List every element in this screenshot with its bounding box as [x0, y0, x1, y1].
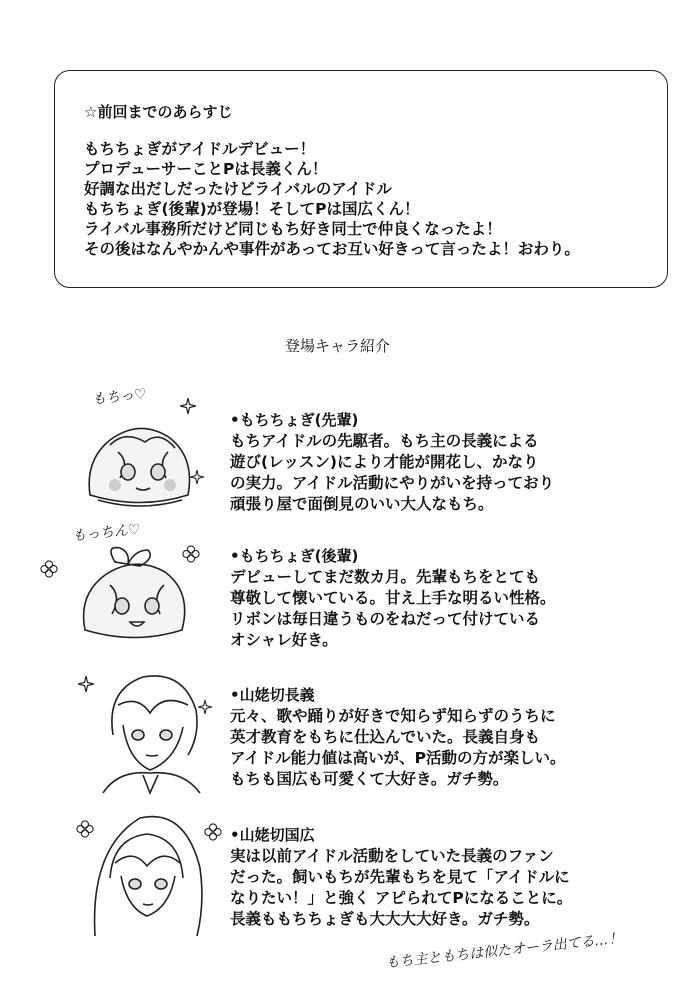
recap-line: プロデューサーことPは長義くん！: [84, 160, 328, 178]
char-desc: [230, 567, 556, 651]
char-desc-line: 長義ももちちょぎも大大大大好き。ガチ勢。: [230, 910, 540, 928]
char-desc-line: リボンは毎日違うものをねだって付けている: [230, 610, 541, 628]
char-note-senior: もちっ♡: [91, 386, 148, 408]
char-desc: [230, 431, 554, 515]
char-name: •山姥切長義: [230, 686, 315, 704]
recap-line: その後はなんやかんや事件があってお互い好きって言ったよ！おわり。: [84, 240, 580, 258]
section-title: 登場キャラ紹介: [285, 337, 391, 355]
char-desc: [230, 706, 565, 790]
char-name: •もちちょぎ(後輩): [230, 547, 359, 565]
char-desc-line: デビューしてまだ数カ月。先輩もちをとても: [230, 568, 541, 586]
sparkle-icon: [198, 700, 212, 714]
recap-line: 好調な出だしだったけどライバルのアイドル: [84, 180, 392, 198]
char-desc-line: もちも国広も可愛くて大好き。ガチ勢。: [230, 770, 509, 788]
flower-icon: [204, 823, 222, 841]
char-desc-line: もちアイドルの先駆者。もち主の長義による: [230, 432, 539, 450]
char-desc-line: 尊敬して懐いている。甘え上手な明るい性格。: [230, 589, 556, 607]
char-senior: [230, 410, 554, 515]
recap-text: [84, 139, 580, 259]
kunihiro-illustration: [85, 808, 210, 938]
char-desc: [230, 846, 572, 930]
flower-icon: [40, 560, 58, 578]
recap-heading: ☆前回までのあらすじ: [84, 103, 233, 121]
char-desc-line: 頑張り屋で面倒見のいい大人なもち。: [230, 495, 494, 513]
char-note-junior: もっちん♡: [71, 521, 142, 545]
char-desc-line: だった。飼いもちが先輩もちを見て「アイドルに: [230, 868, 570, 886]
char-desc-line: 遊び(レッスン)により才能が開花し、かなり: [230, 453, 539, 471]
char-chougi: [230, 685, 565, 790]
char-junior: [230, 546, 556, 651]
recap-line: ライバル事務所だけど同じもち好き同士で仲良くなったよ！: [84, 220, 502, 238]
flower-icon: [182, 545, 200, 563]
sparkle-icon: [180, 398, 196, 414]
footer-note: もち主ともちは似たオーラ出てる…！: [384, 930, 624, 972]
mochi-senior-illustration: [70, 400, 210, 515]
char-desc-line: オシャレ好き。: [230, 631, 338, 649]
char-desc-line: なりたい！」と強く アピられてPになることに。: [230, 889, 573, 907]
char-desc-line: の実力。アイドル活動にやりがいを持っており: [230, 474, 555, 492]
char-name: •山姥切国広: [230, 826, 315, 844]
chougi-illustration: [88, 665, 213, 795]
char-desc-line: 英才教育をもちに仕込んでいた。長義自身も: [230, 728, 541, 746]
char-desc-line: 元々、歌や踊りが好きで知らず知らずのうちに: [230, 707, 556, 725]
flower-icon: [76, 820, 94, 838]
sparkle-icon: [78, 676, 94, 692]
char-desc-line: アイドル能力値は高いが、P活動の方が楽しい。: [230, 749, 566, 767]
char-desc-line: 実は以前アイドル活動をしていた長義のファン: [230, 847, 554, 865]
char-name: •もちちょぎ(先輩): [230, 411, 359, 429]
char-kunihiro: [230, 825, 572, 930]
recap-line: もちちょぎ(後輩)が登場！そしてPは国広くん！: [84, 200, 420, 218]
recap-line: もちちょぎがアイドルデビュー！: [84, 140, 316, 158]
sparkle-icon: [190, 470, 204, 484]
